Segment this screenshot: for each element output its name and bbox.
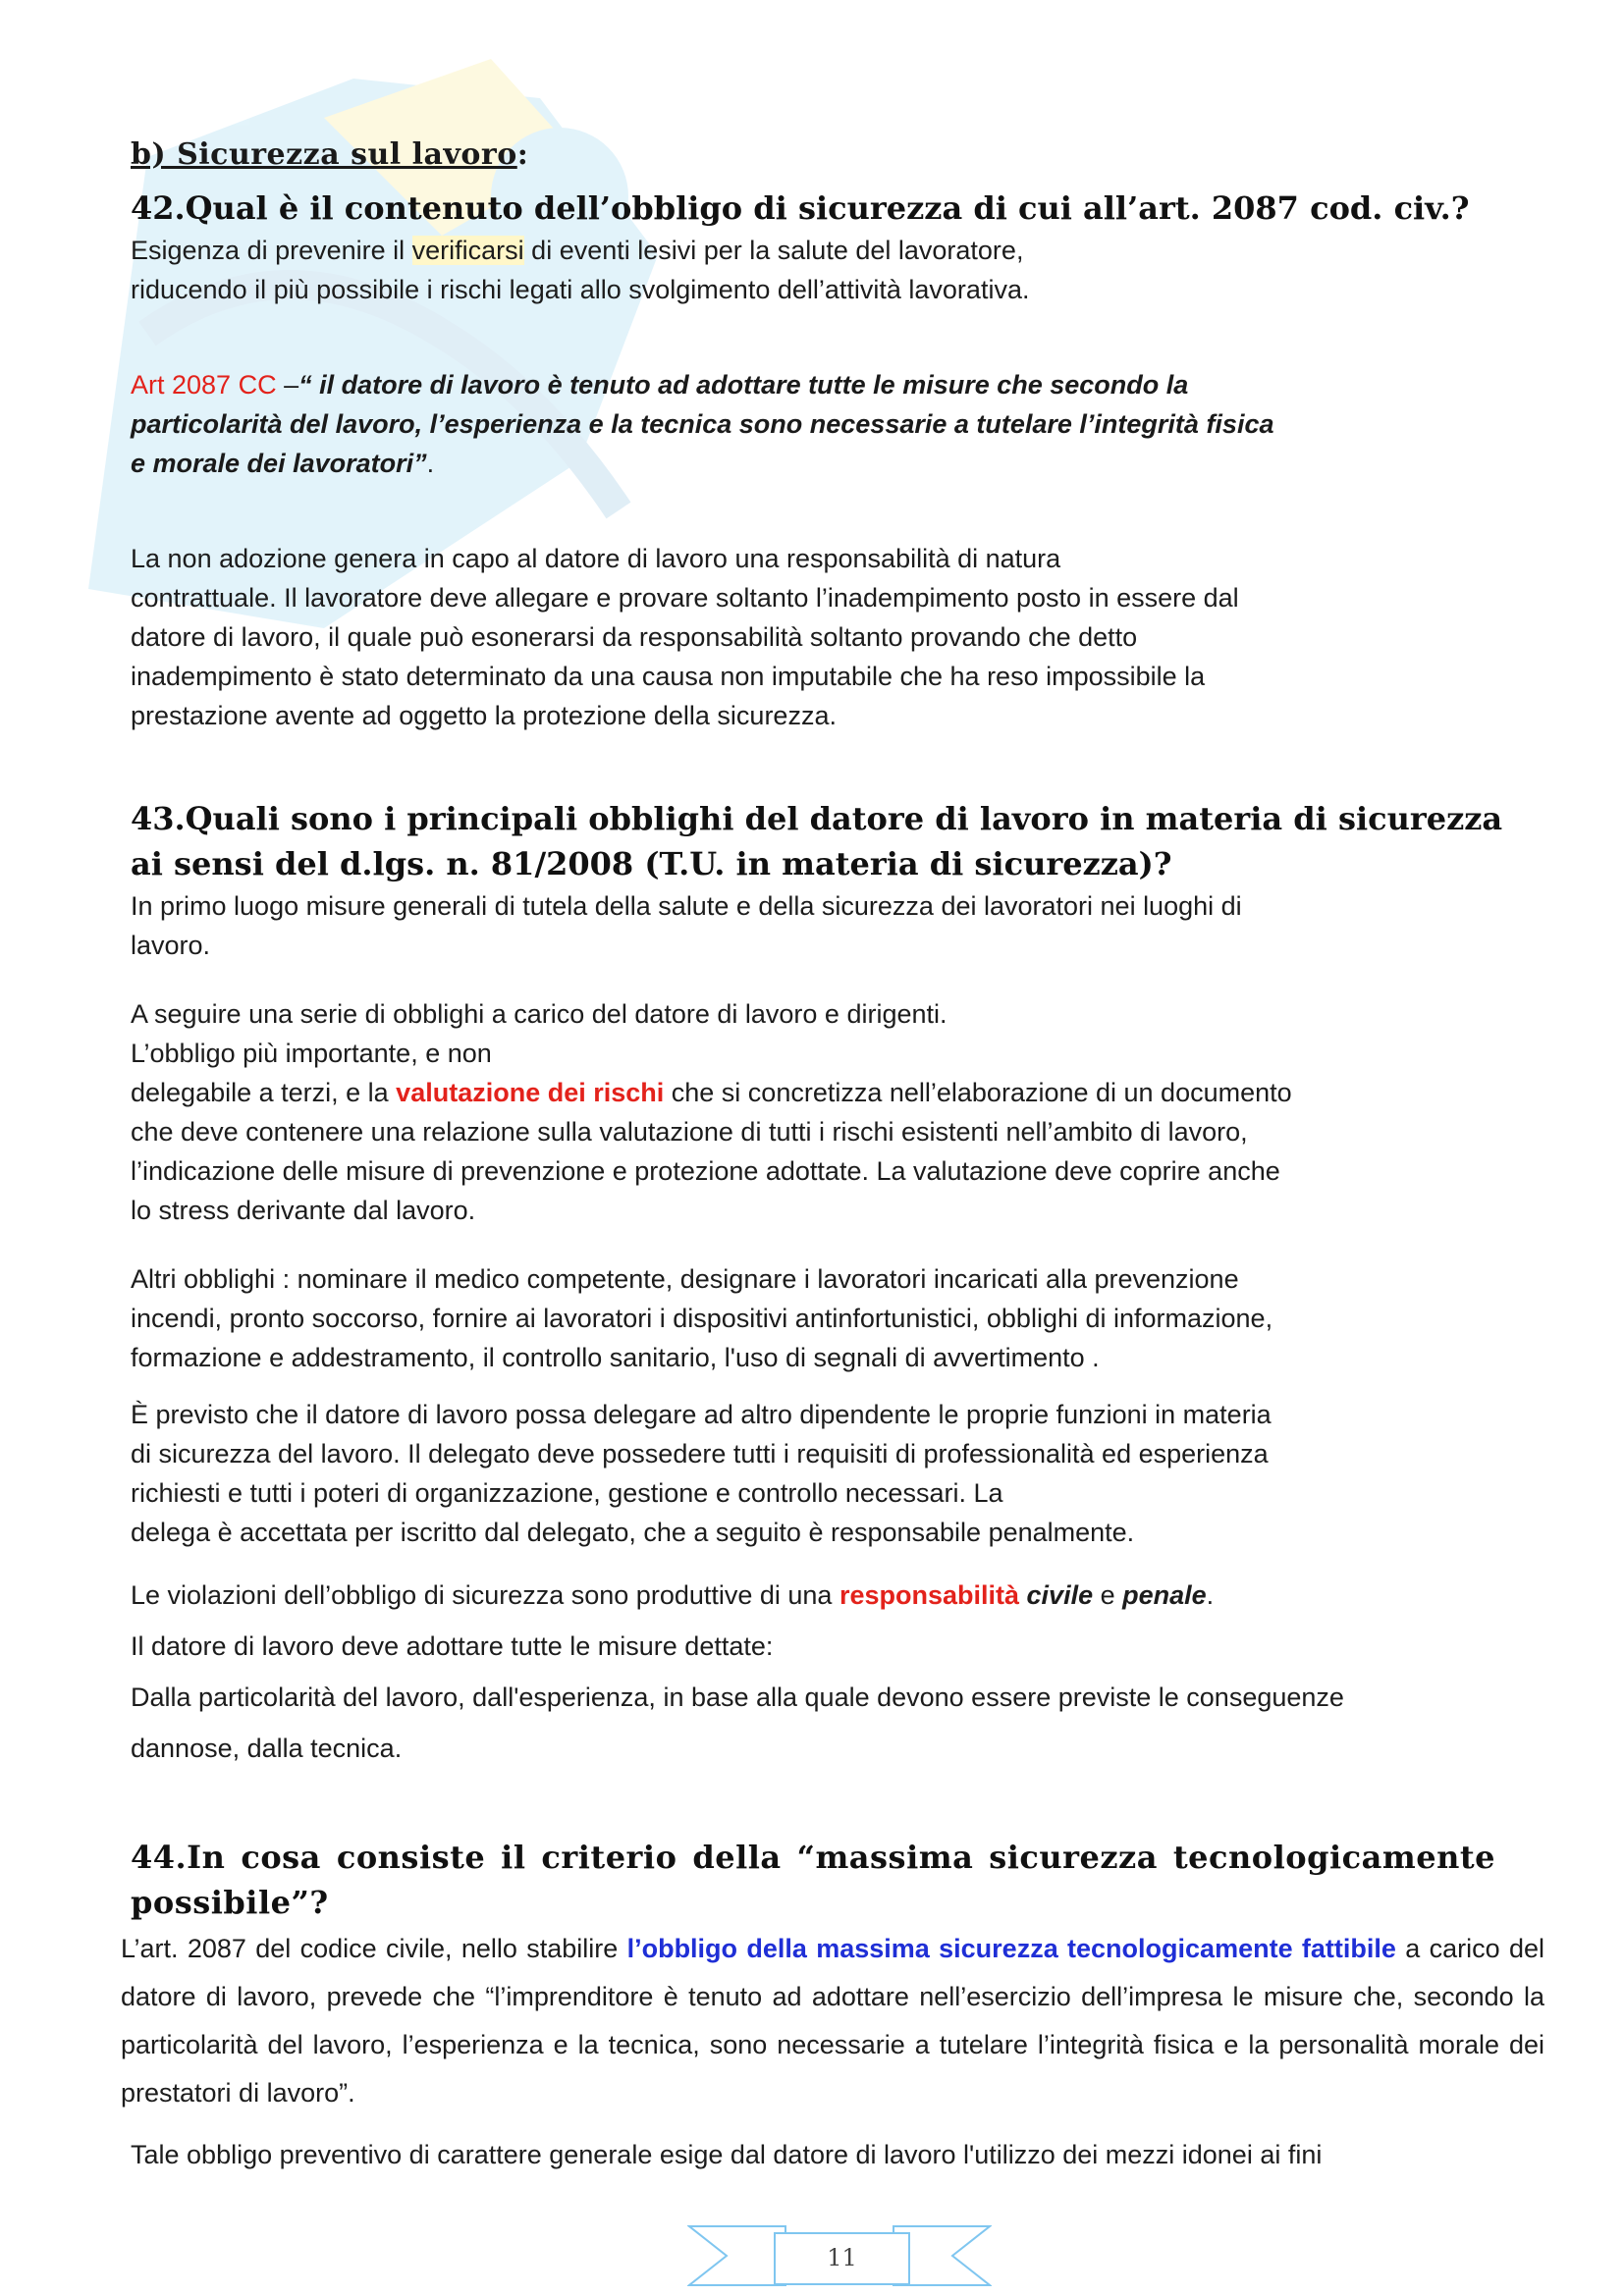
q42-paragraph: La non adozione genera in capo al datore di lavoro una responsabilità di natura contrattuale. Il lavoratore deve allegare e provare soltanto l’inadempimento posto in essere dal datore di lavoro, il quale può esonerarsi da responsabilità soltanto provando che detto inadempimento è stato determinato da una causa non imputabile che ha reso impossibile la prestazione avente ad oggetto la protezione della sicurezza.: [131, 544, 1239, 730]
document-page: [121, 137, 1544, 2174]
q43-risk-evaluation: A seguire una serie di obblighi a carico del datore di lavoro e dirigenti. L’obbligo più importante, e non delegabile a terzi, e la valutazione dei rischi che si concretizza nell’elaborazione di un documento che deve contenere una relazione sulla valutazione di tutti i rischi esistenti nell’ambito di lavoro, l’indicazione delle misure di prevenzione e protezione adottate. La valutazione deve coprire anche lo stress derivante dal lavoro.: [131, 999, 1292, 1225]
highlighted-word: verificarsi: [411, 236, 524, 265]
question-43-title: 43.Quali sono i principali obblighi del datore di lavoro in materia di sicurezza ai sensi del d.lgs. n. 81/2008 (T.U. in materia di sicurezza)?: [131, 800, 1503, 882]
risk-evaluation-term: valutazione dei rischi: [396, 1078, 665, 1107]
liability-term: responsabilità: [839, 1580, 1020, 1610]
q42-intro: Esigenza di prevenire il verificarsi di eventi lesivi per la salute del lavoratore, riducendo il più possibile i rischi legati allo svolgimento dell’attività lavorativa.: [131, 236, 1030, 304]
section-title: b) Sicurezza sul lavoro:: [131, 137, 529, 172]
page-number: 11: [774, 2232, 910, 2285]
q43-other-obligations: Altri obblighi : nominare il medico competente, designare i lavoratori incaricati alla prevenzione incendi, pronto soccorso, fornire ai lavoratori i dispositivi antinfortunistici, obblighi di informazione, formazione e addestramento, il controllo sanitario, l'uso di segnali di avvertimento .: [131, 1264, 1273, 1372]
max-safety-term: l’obbligo della massima sicurezza tecnologicamente fattibile: [626, 1934, 1396, 1963]
q43-liability: Le violazioni dell’obbligo di sicurezza sono produttive di una responsabilità civile e penale. Il datore di lavoro deve adottare tutte le misure dettate: Dalla particolarità del lavoro, dall'esperienza, in base alla quale devono essere previste le conseguenze dannose, dalla tecnica.: [131, 1580, 1344, 1763]
art-2087-quote: Art 2087 CC –“ il datore di lavoro è tenuto ad adottare tutte le misure che secondo la particolarità del lavoro, l’esperienza e la tecnica sono necessarie a tutelare l’integrità fisica e morale dei lavoratori”.: [131, 370, 1274, 478]
q43-delegation: È previsto che il datore di lavoro possa delegare ad altro dipendente le proprie funzioni in materia di sicurezza del lavoro. Il delegato deve possedere tutti i requisiti di professionalità ed esperienza richiesti e tutti i poteri di organizzazione, gestione e controllo necessari. La delega è accettata per iscritto dal delegato, che a seguito è responsabile penalmente.: [131, 1400, 1272, 1547]
q44-paragraph: L’art. 2087 del codice civile, nello stabilire l’obbligo della massima sicurezza tecnologicamente fattibile a carico del datore di lavoro, prevede che “l’imprenditore è tenuto ad adottare nell’esercizio dell’impresa le misure che, secondo la particolarità del lavoro, l’esperienza e la tecnica, sono necessarie a tutelare l’integrità fisica e la personalità morale dei prestatori di lavoro”.: [121, 1934, 1544, 2108]
question-44-title: 44.In cosa consiste il criterio della “massima sicurezza tecnologicamente possibile”?: [131, 1839, 1495, 1921]
question-42-title: 42.Qual è il contenuto dell’obbligo di sicurezza di cui all’art. 2087 cod. civ.?: [131, 189, 1470, 227]
art-label: Art 2087 CC: [131, 370, 277, 400]
q43-intro: In primo luogo misure generali di tutela della salute e della sicurezza dei lavoratori nei luoghi di lavoro.: [131, 891, 1242, 960]
q44-paragraph-2: Tale obbligo preventivo di carattere generale esige dal datore di lavoro l'utilizzo dei mezzi idonei ai fini: [131, 2140, 1323, 2169]
